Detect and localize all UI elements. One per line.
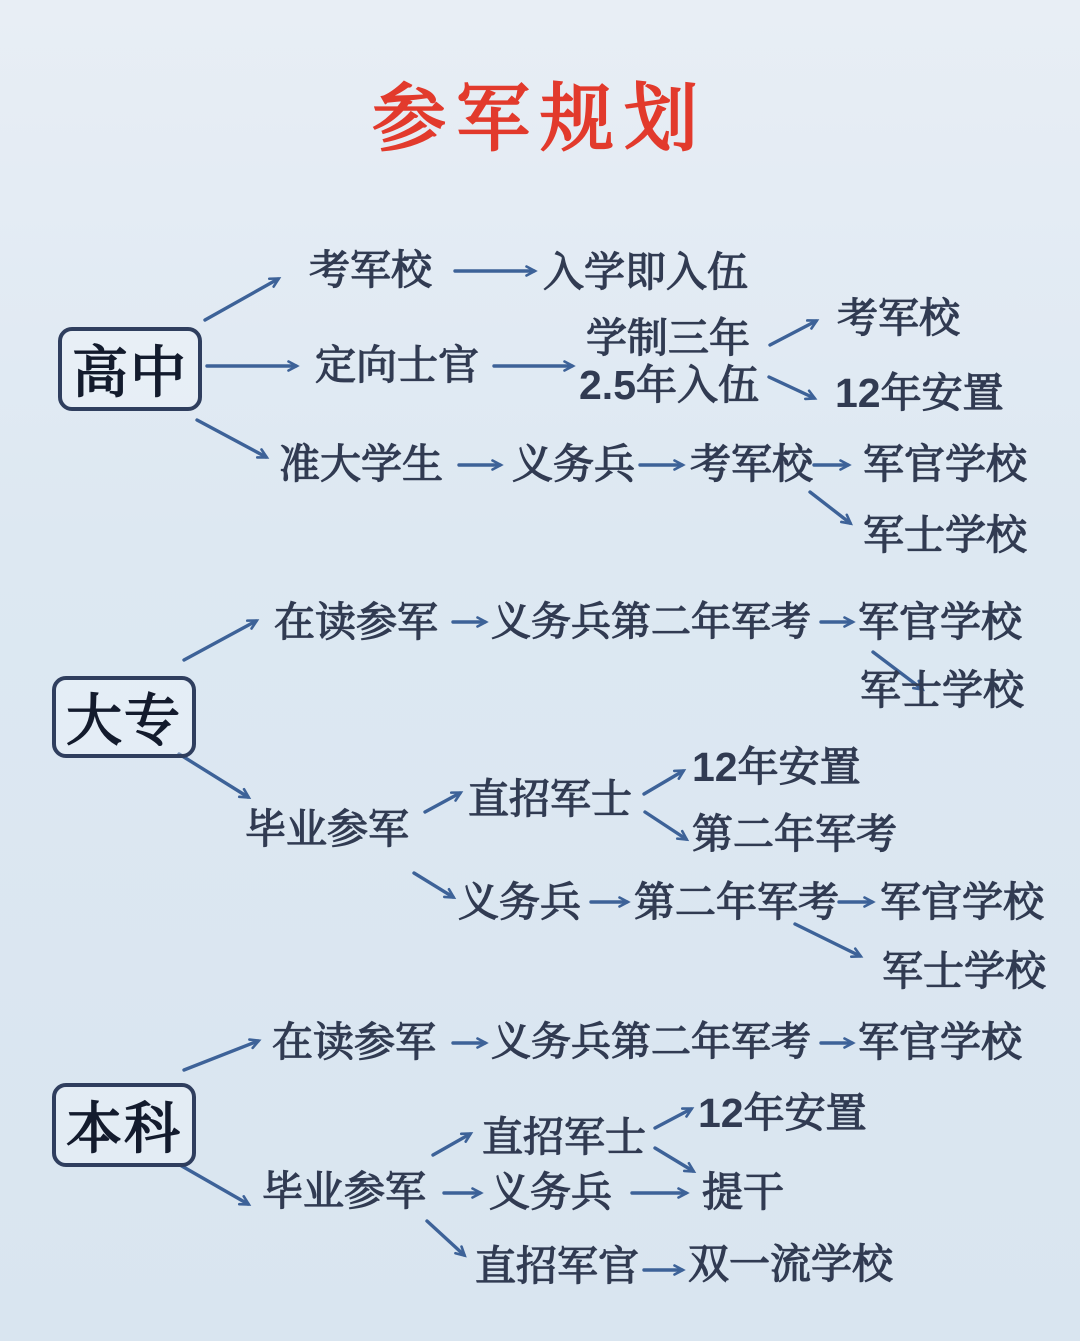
arrow (644, 771, 683, 794)
arrow (180, 1165, 248, 1204)
node-ba-officer-school: 军官学校 (858, 1019, 1022, 1065)
node-hs-directional-nco: 定向士官 (315, 342, 479, 388)
node-jc-officer-school-1: 军官学校 (858, 599, 1022, 645)
arrow (184, 1041, 258, 1070)
arrow (770, 321, 816, 345)
node-jc-officer-school-2: 军官学校 (880, 879, 1044, 925)
node-hs-exam-academy-3: 考军校 (690, 441, 813, 487)
arrow (197, 420, 266, 457)
node-ba-conscript-2ndyr-exam: 义务兵第二年军考 (491, 1020, 811, 1064)
node-bachelor-root: 本科 (52, 1083, 196, 1167)
node-hs-pre-college: 准大学生 (279, 441, 443, 487)
node-hs-exam-academy: 考军校 (309, 247, 432, 293)
node-highschool-root: 高中 (58, 327, 202, 411)
arrow (645, 812, 686, 839)
arrow (427, 1221, 464, 1255)
arrow (769, 377, 814, 398)
node-jc-2ndyr-exam-top: 第二年军考 (692, 811, 897, 857)
node-hs-officer-school: 军官学校 (863, 441, 1027, 487)
node-hs-three-years: 学制三年 (586, 315, 750, 361)
node-jc-enlist-studying: 在读参军 (274, 599, 438, 645)
node-hs-exam-academy-2: 考军校 (837, 295, 960, 341)
node-jc-2ndyr-exam: 第二年军考 (634, 879, 839, 925)
node-ba-enlist-graduation: 毕业参军 (262, 1168, 426, 1214)
node-ba-promotion: 提干 (702, 1169, 784, 1215)
node-ba-direct-nco: 直招军士 (482, 1114, 646, 1160)
page-title: 参军规划 (372, 77, 708, 160)
node-juniorcollege-root: 大专 (52, 676, 196, 758)
node-jc-direct-nco: 直招军士 (468, 776, 632, 822)
node-hs-nco-school: 军士学校 (863, 512, 1027, 558)
arrow (205, 279, 278, 320)
arrow (655, 1148, 693, 1171)
node-hs-12yr-placement: 12年安置 (835, 370, 1004, 416)
node-jc-12yr-placement: 12年安置 (692, 744, 861, 790)
node-jc-enlist-graduation: 毕业参军 (245, 806, 409, 852)
arrow (179, 754, 248, 797)
node-jc-nco-school-1: 军士学校 (860, 667, 1024, 713)
node-ba-direct-officer: 直招军官 (475, 1243, 639, 1289)
node-jc-conscript-2ndyr-exam: 义务兵第二年军考 (491, 600, 811, 644)
arrow (433, 1134, 470, 1155)
node-hs-enroll-enlist: 入学即入伍 (543, 249, 748, 295)
arrow (795, 924, 860, 956)
arrow (414, 873, 453, 897)
arrow (810, 492, 850, 523)
arrow (655, 1109, 691, 1128)
node-jc-conscript: 义务兵 (458, 879, 581, 925)
node-jc-nco-school-2: 军士学校 (882, 948, 1046, 994)
node-ba-conscript: 义务兵 (489, 1169, 612, 1215)
arrow (425, 793, 460, 812)
node-ba-double-first-class: 双一流学校 (688, 1241, 893, 1287)
node-ba-enlist-studying: 在读参军 (272, 1019, 436, 1065)
node-hs-25-enlist: 2.5年入伍 (579, 362, 759, 408)
arrow (184, 621, 256, 660)
node-hs-conscript: 义务兵 (512, 441, 635, 487)
node-ba-12yr-placement: 12年安置 (698, 1090, 867, 1136)
